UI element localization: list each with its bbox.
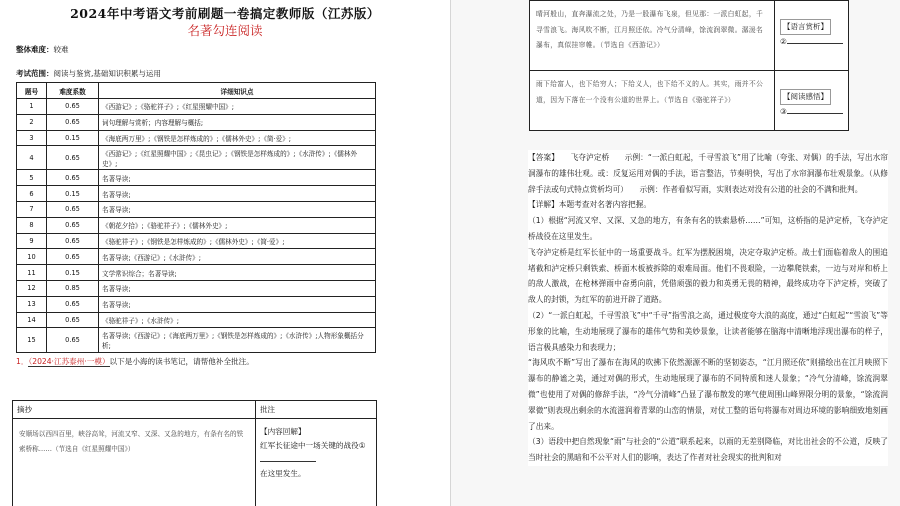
- document-title: 2024年中考语文考前刷题一卷搞定教师版（江苏版）: [70, 6, 380, 21]
- cell-no: 9: [17, 233, 47, 249]
- cell-no: 13: [17, 296, 47, 312]
- cell-kp: 名著导读;: [99, 201, 376, 217]
- cell-kp: 《朝花夕拾》;《骆驼祥子》;《儒林外史》;: [99, 217, 376, 233]
- difficulty-line: [16, 44, 436, 56]
- excerpt-luotuo-source: （节选自《骆驼祥子》）: [663, 95, 736, 104]
- answer-blank-3[interactable]: [787, 105, 843, 114]
- language-analysis-cell: [775, 1, 849, 71]
- excerpt-xiyouji: [530, 1, 775, 71]
- excerpt-xiyouji-text: 晴河般山，直奔瀑流之处，乃是一股瀑布飞泉，但见那：一派白虹起，千寻雪浪飞。海风吹不断，江月照还依。冷气分清峰，馀流润翠微。潺湲名瀑布，真似挂帘帷。: [536, 10, 764, 49]
- answer-paragraph: （2）“一派白虹起，千寻雪浪飞”中“千寻”指雪浪之高，通过极度夸大浪的高度，通过“白虹起”“雪浪飞”等形象的比喻，生动地展现了瀑布的雄伟气势和美妙景象，让读者能够在脑海中清晰地浮现出瀑布的样子，语言极具感染力和表现力；: [528, 310, 888, 352]
- cell-kp: 名著导读;《西游记》;《海底两万里》;《钢铁是怎样炼成的》;《水浒传》;人物形象概括分析;: [99, 328, 376, 353]
- cell-coef: 0.65: [47, 296, 99, 312]
- table-row: [17, 146, 376, 170]
- cell-kp: 《骆驼祥子》;《水浒传》;: [99, 312, 376, 328]
- cell-no: 3: [17, 130, 47, 146]
- answer-section: [528, 150, 888, 466]
- excerpt-luotuo: [530, 71, 775, 131]
- answer-paragraph: （1）根据“河流又窄、又深、又急的地方，有条有名的铁索悬桥……”可知，这桥指的是泸定桥，飞夺泸定桥战役在这里发生。: [528, 216, 888, 241]
- document-subtitle: 名著勾连阅读: [187, 23, 263, 38]
- cell-no: 8: [17, 217, 47, 233]
- knowledge-point-table: [16, 82, 376, 353]
- table-row: [17, 328, 376, 353]
- excerpt-luotuo-text: 雨下给富人，也下给穷人；下给义人，也下给不义的人。其实，雨并不公道，因为下落在一个没有公道的世界上。: [536, 80, 764, 104]
- table-row: [17, 249, 376, 265]
- table-row: [17, 130, 376, 146]
- excerpt-text: 安顺场以西四百里，峡谷高耸，河流又窄、又深、又急的地方，有条有名的铁索桥称……（节选自《红星照耀中国》）: [13, 419, 256, 506]
- header-difficulty: 难度系数: [47, 83, 99, 99]
- question-1: [16, 356, 436, 368]
- difficulty-value: 较难: [53, 45, 69, 54]
- answer-paragraph: （3）语段中把自然现象“雨”与社会的“公道”联系起来，以雨的无差别降临，对比出社会的不公道，反映了当时社会的黑暗和不公平对人们的影响，表达了作者对社会现实的批判和对: [528, 437, 888, 463]
- table-row: [17, 312, 376, 328]
- annotation-line2: 在这里发生。: [260, 469, 306, 478]
- excerpt-header: 摘抄: [13, 401, 256, 419]
- cell-coef: 0.65: [47, 201, 99, 217]
- cell-no: 15: [17, 328, 47, 353]
- cell-coef: 0.85: [47, 280, 99, 296]
- cell-no: 11: [17, 265, 47, 281]
- cell-no: 5: [17, 170, 47, 186]
- cell-kp: 《骆驼祥子》;《钢铁是怎样炼成的》;《儒林外史》;《简·爱》;: [99, 233, 376, 249]
- answer-paragraph: 【详解】本题考查对名著内容把握。: [528, 200, 652, 210]
- annotation-header: 批注: [256, 401, 377, 419]
- cell-kp: 名著导读;: [99, 170, 376, 186]
- cell-coef: 0.15: [47, 130, 99, 146]
- question-number: 1．: [16, 357, 29, 367]
- cell-coef: 0.65: [47, 114, 99, 130]
- reading-reflection-cell: [775, 71, 849, 131]
- cell-kp: 词句理解与赏析；内容理解与概括;: [99, 114, 376, 130]
- cell-kp: 名著导读;《西游记》;《水浒传》;: [99, 249, 376, 265]
- header-question-no: 题号: [17, 83, 47, 99]
- cell-coef: 0.65: [47, 328, 99, 353]
- table-row: [17, 170, 376, 186]
- question-source-link[interactable]: （2024·江苏泰州·一模）: [28, 357, 110, 367]
- cell-no: 1: [17, 99, 47, 115]
- question-text: 以下是小海的读书笔记，请帮他补全批注。: [109, 357, 254, 367]
- cell-coef: 0.65: [47, 217, 99, 233]
- cell-kp: 《西游记》;《骆驼祥子》;《红星照耀中国》;: [99, 99, 376, 115]
- cell-no: 6: [17, 186, 47, 202]
- excerpt-xiyouji-source: （节选自《西游记》）: [599, 41, 665, 49]
- cell-coef: 0.65: [47, 312, 99, 328]
- table-row: [17, 296, 376, 312]
- answer-paragraph: 飞夺泸定桥是红军长征中的一场重要战斗。红军为摆脱困境，决定夺取泸定桥。战士们面临着敌人的围追堵截和泸定桥只剩铁索、桥面木板被拆除的艰难局面。他们不畏艰险，一边攀爬铁索，一边与对岸和桥上的敌人激战，在枪林弹雨中奋勇向前，凭借顽强的毅力和英勇无畏的精神，最终成功夺下泸定桥，突破了敌人的封锁，为红军的前进开辟了道路。: [528, 247, 888, 305]
- scope-line: [16, 68, 436, 80]
- answer-blank-1[interactable]: [260, 453, 316, 462]
- scope-label: 考试范围：: [16, 69, 54, 78]
- table-row: [17, 217, 376, 233]
- cell-kp: 名著导读;: [99, 280, 376, 296]
- answer-blank-2[interactable]: [787, 35, 843, 44]
- annotation-title: 【内容回解】: [260, 427, 306, 436]
- annotation-cell: [256, 419, 377, 506]
- cell-coef: 0.65: [47, 99, 99, 115]
- cell-kp: 名著导读;: [99, 296, 376, 312]
- table-row: [17, 201, 376, 217]
- header-knowledge-points: 详细知识点: [99, 83, 376, 99]
- cell-no: 4: [17, 146, 47, 170]
- answer-paragraph: “海风吹不断”写出了瀑布在海风的吹拂下依然源源不断的坚韧姿态，“江月照还依”则描绘出在江月映照下瀑布的静谧之美，通过对偶的形式，生动地展现了瀑布的不同特质和迷人景象；“冷气分清峰，馀流润翠微”也使用了对偶的修辞手法，“冷气分清峰”凸显了瀑布散发的寒气使周围山峰界限分明的景象，“馀流润翠微”则表现出剩余的水流滋润着青翠的山峦的情景，对仗工整的语句将瀑布对周边环境的影响细致地刻画了出来。: [528, 358, 888, 431]
- reading-notes-table-continued: [529, 0, 849, 131]
- blank-3-marker: ③: [780, 107, 787, 116]
- cell-coef: 0.65: [47, 146, 99, 170]
- scope-value: 阅读与鉴赏,基础知识积累与运用: [53, 69, 161, 78]
- cell-no: 7: [17, 201, 47, 217]
- cell-coef: 0.15: [47, 265, 99, 281]
- cell-kp: 《西游记》;《红星照耀中国》;《昆虫记》;《钢铁是怎样炼成的》;《水浒传》;《儒林外史》;: [99, 146, 376, 170]
- cell-coef: 0.65: [47, 233, 99, 249]
- table-header-row: [17, 83, 376, 99]
- cell-coef: 0.15: [47, 186, 99, 202]
- cell-coef: 0.65: [47, 170, 99, 186]
- table-row: [17, 114, 376, 130]
- difficulty-label: 整体难度：: [16, 45, 54, 54]
- cell-kp: 名著导读;: [99, 186, 376, 202]
- cell-kp: 《海底两万里》;《钢铁是怎样炼成的》;《儒林外史》;《简·爱》;: [99, 130, 376, 146]
- table-row: [17, 233, 376, 249]
- table-row: [17, 265, 376, 281]
- table-row: [17, 99, 376, 115]
- language-analysis-label: 【语言赏析】: [780, 19, 831, 35]
- blank-2-marker: ②: [780, 37, 787, 46]
- cell-no: 14: [17, 312, 47, 328]
- cell-kp: 文学常识综合；名著导读;: [99, 265, 376, 281]
- cell-no: 10: [17, 249, 47, 265]
- cell-no: 2: [17, 114, 47, 130]
- table-row: [17, 280, 376, 296]
- cell-no: 12: [17, 280, 47, 296]
- answer-paragraph: 【答案】 飞夺泸定桥 示例：“一派白虹起，千寻雪浪飞”用了比喻（夸张、对偶）的手法，写出水帘洞瀑布的雄伟壮观。或：反复运用对偶的手法，语言整洁，节奏明快，写出了水帘洞瀑布壮观景象。（从修辞手法或句式特点赏析均可） 示例：作者看似写雨，实则表达对没有公道的社会的不满和批判。: [528, 153, 888, 194]
- cell-coef: 0.65: [47, 249, 99, 265]
- reading-reflection-label: 【阅读感悟】: [780, 89, 831, 105]
- reading-notes-table: [12, 400, 377, 506]
- table-row: [17, 186, 376, 202]
- annotation-line1: 红军长征途中一场关键的战役①: [260, 441, 366, 450]
